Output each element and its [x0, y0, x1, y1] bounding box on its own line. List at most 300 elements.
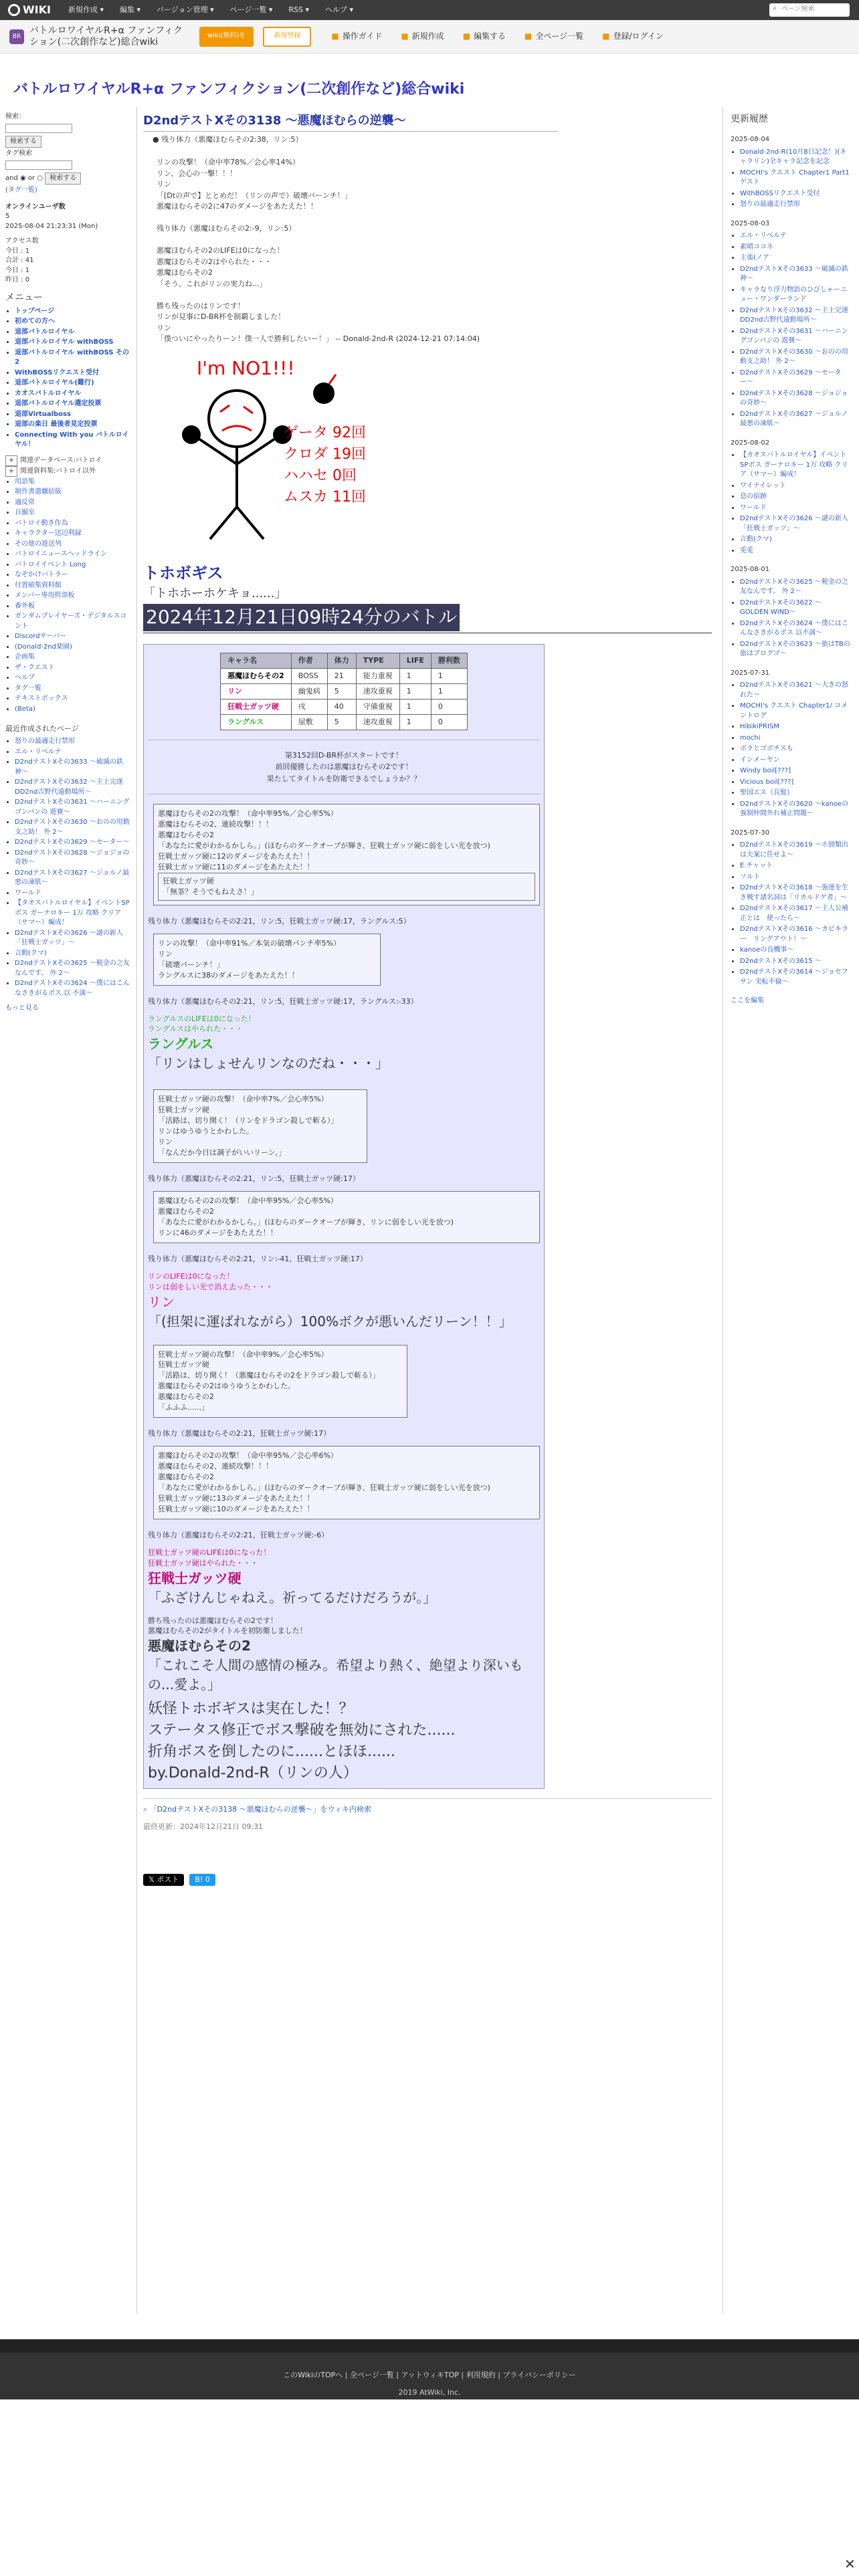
table-row — [221, 683, 468, 699]
ko-name: 狂戦士ガッツ硬 — [148, 1570, 242, 1586]
log-line: by.Donald-2nd-R（リンの人） — [148, 1765, 358, 1782]
global-topbar — [0, 0, 859, 20]
recent-list — [15, 737, 131, 998]
table-header: 体力 — [327, 653, 356, 668]
tool-link[interactable]: ■ 全ページ一覧 — [524, 31, 584, 41]
tool-link[interactable]: ■ 編集する — [462, 31, 506, 41]
online-count: 5 — [5, 213, 10, 220]
tool-link[interactable]: ■ 操作ガイド — [331, 31, 383, 41]
tree-item[interactable]: 付置碩集資料館 — [15, 581, 62, 589]
recent-item[interactable]: D2ndテストXその3629 〜セーター〜 — [15, 839, 130, 847]
log-line: 妖怪トホボギスは実在した！？ — [148, 1701, 354, 1718]
recent-item[interactable]: D2ndテストXその3624 〜僕にはこんなさきがるポス.以 不満〜 — [15, 980, 130, 997]
log-line: リン — [158, 1138, 173, 1147]
log-line: リンの攻撃！（命中率91%／本気の破壊パンチ率5%） — [158, 938, 341, 948]
tree-item[interactable]: 用語集 — [15, 477, 35, 486]
updated-text: 最終更新：2024年12月21日 09:31 — [143, 1822, 264, 1831]
count-line: 今日 : 1 — [5, 247, 30, 255]
topmenu-item[interactable]: ページ一覧 ▾ — [229, 5, 273, 15]
ko-quote: 「(担架に運ばれながら）100%ボクが悪いんだリーン！！」 — [148, 1313, 512, 1329]
attack-block — [153, 1089, 367, 1163]
ko-lines — [148, 1271, 540, 1293]
history-item[interactable]: 主張(ノア — [740, 254, 769, 262]
table-header: キャラ名 — [221, 653, 292, 668]
footer-strip — [0, 2339, 859, 2353]
history-date: 2025-08-01 — [731, 566, 770, 574]
tree-item[interactable]: 適反常 — [15, 498, 35, 506]
tree-item[interactable]: Discordサーバー — [15, 633, 67, 641]
table-cell: 1 — [399, 683, 431, 699]
count-line: 今日 : 1 — [5, 266, 30, 274]
log-line: 「無茶？そうでもねえさ！」 — [163, 887, 258, 896]
reply-block — [158, 873, 535, 901]
log-line: 勝ち残ったのはリンです！ — [157, 301, 245, 310]
ko-quote: 「リンはしょせんリンなのだね・・・」 — [148, 1055, 389, 1072]
history-item[interactable]: ワールド — [740, 504, 767, 512]
main-content — [143, 112, 712, 1886]
log-line: ラングルスはやられた・・・ — [148, 1025, 244, 1034]
footer: このWikiのTOPへ | 全ページ一覧 | アットウィキTOP | 利用規約 | プライバシーポリシー 2019 AtWiki, Inc. — [0, 2353, 859, 2399]
menu-item[interactable]: トップページ — [15, 307, 55, 315]
table-cell: BOSS — [291, 668, 327, 683]
tree-item[interactable]: バトロイニュースヘッドライン — [15, 550, 108, 558]
register-button[interactable]: 新規登録 — [263, 27, 311, 47]
menu-item[interactable]: 退部Virtualboss — [15, 410, 71, 418]
history-item[interactable]: D2ndテストXその3628 〜ジョジョの奇妙〜 — [740, 389, 848, 407]
log-line: リン、会心の一撃！！！ — [157, 169, 237, 178]
recent-item[interactable]: 怒りの最適走行禁形 — [15, 738, 75, 746]
log-line: 「あなたに愛がわかるかしら。」(ほむらのダークオーブが輝き、狂戦士ガッツ硬に弱をしい光を放つ) — [158, 1483, 490, 1492]
ending-text — [148, 1699, 540, 1784]
table-cell: 21 — [327, 668, 356, 683]
history-item[interactable]: WithBOSSリクエスト受付 — [740, 189, 820, 197]
recent-item[interactable]: D2ndテストXその3633 〜破滅の鉄神〜 — [15, 758, 123, 776]
table-cell: 5 — [327, 714, 356, 730]
menu-item[interactable]: 退部の楽日 最後者見定投票 — [15, 421, 98, 429]
wiki-search-link[interactable]: ⌕ 「D2ndテストXその3138 〜悪魔ほむらの逆襲〜」をウィキ内検索 — [143, 1804, 372, 1814]
tree-item[interactable]: バトロイ動き作為 — [15, 519, 68, 527]
table-row — [221, 714, 468, 730]
history-item[interactable]: D2ndテストXその3620 〜kanoeの強制仲間外れ補正問題〜 — [740, 800, 849, 818]
hp-line: 残り体力（悪魔ほむらその2:21，狂戦士ガッツ硬:17） — [148, 1429, 331, 1438]
menu-item[interactable]: 退部バトルロイヤル(難行) — [15, 379, 94, 387]
history-item[interactable]: MOCHI's クエスト Chapter1/ コメントログ — [740, 702, 848, 720]
log-line — [157, 290, 712, 301]
battle-tag: トホボギス — [143, 564, 223, 583]
tree-item[interactable]: 番外板 — [15, 602, 35, 610]
log-line: 悪魔ほむらその2 — [158, 831, 214, 840]
history-item[interactable]: Vicious boil[???] — [740, 778, 794, 786]
site-name[interactable]: バトルロワイヤルR+α ファンフィクション(二次創作など)総合wiki — [29, 25, 183, 47]
battle-log — [143, 644, 545, 1789]
table-cell: ラングルス — [221, 714, 292, 730]
table-cell: 5 — [327, 683, 356, 699]
menu-item[interactable]: 初めての方へ — [15, 318, 55, 326]
site-title[interactable]: バトルロワイヤルR+α ファンフィクション(二次創作など)総合wiki — [13, 81, 465, 98]
tree-item[interactable]: ザ・クエスト — [15, 663, 55, 671]
log-line: リンが見事にD-BR杯を制覇しました！ — [157, 312, 286, 322]
recent-item[interactable]: D2ndテストXその3632 〜主上完遂DD2nd吉野代遠動場所〜 — [15, 778, 123, 796]
history-date: 2025-08-02 — [731, 439, 770, 447]
drawn-image — [143, 352, 397, 546]
help-item[interactable]: (Beta) — [15, 705, 35, 713]
log-line: 悪魔ほむらその2のLIFEは0になった！ — [157, 246, 284, 255]
table-cell: 1 — [399, 699, 431, 714]
tree-item[interactable]: (Donald-2nd楽園) — [15, 643, 72, 651]
search-label: 検索： — [5, 113, 25, 120]
table-cell: 戌 — [291, 699, 327, 714]
attack-block — [153, 934, 381, 986]
menu-title: メニュー — [5, 292, 43, 303]
recent-item[interactable]: D2ndテストXその3625 〜税金の之友なんです。 外 2〜 — [15, 960, 130, 977]
table-cell: 0 — [431, 699, 467, 714]
tag-list-link[interactable]: (タグ一覧) — [5, 187, 37, 194]
history-item[interactable]: D2ndテストXその3623 〜旅はTBの旅はブログゴ〜 — [740, 640, 850, 658]
log-line: 「活路は、切り開く！（悪魔ほむらその2をドラゴン殺しで斬る）」 — [158, 1371, 380, 1380]
recent-item[interactable]: エル・リベルテ — [15, 748, 62, 756]
log-line: 悪魔ほむらその2 — [157, 268, 213, 278]
help-item[interactable]: テキストボックス — [15, 695, 68, 703]
more-link[interactable]: もっと見る — [5, 1004, 39, 1012]
history-item[interactable]: D2ndテストXその3629 〜セーター〜 — [740, 368, 842, 387]
history-item[interactable]: MOCHI's クエスト Chapter1 Part1 ゲスト — [740, 169, 850, 187]
x-post-button[interactable]: 𝕏 ポスト — [143, 1874, 184, 1886]
log-line: 悪魔ほむらその2、連続攻撃！！！ — [158, 1462, 273, 1471]
history-item[interactable]: HibikiPRISM — [740, 723, 779, 731]
topmenu-item[interactable]: バージョン管理 ▾ — [157, 5, 214, 15]
log-line: 狂戦士ガッツ硬に12のダメージをあたえた！！ — [158, 852, 314, 861]
table-header: LIFE — [399, 653, 431, 668]
hp-note: ● 残り体力（悪魔ほむらその2:38，リン:5） — [153, 135, 303, 144]
history-item[interactable]: 【カオスバトルロイヤル】イベントSPボス ガーナロキー 1万 攻略 クリア（サマー）編成！ — [740, 451, 848, 479]
history-item[interactable]: ソルト — [740, 873, 760, 881]
battle-date: 2024年12月21日09時24分のバトル — [143, 604, 460, 631]
table-cell: 0 — [431, 714, 467, 730]
log-line: 折角ボスを倒したのに......とほほ...... — [148, 1743, 395, 1761]
table-header: TYPE — [356, 653, 399, 668]
search-button[interactable]: 検索する — [5, 136, 41, 148]
history-item[interactable]: Donald-2nd-R(10月8日記念！)(キャラリン)全キャラ記念を記念 — [740, 148, 847, 166]
table-cell: 幽鬼病 — [291, 683, 327, 699]
global-menu — [68, 5, 353, 15]
tree-item[interactable]: ガンダムプレイヤーズ・デジタルスコント — [15, 613, 127, 630]
footer-link[interactable]: このWikiのTOPへ — [283, 2371, 343, 2379]
ko-name: リン — [148, 1293, 175, 1310]
table-row — [221, 699, 468, 714]
history-item[interactable]: D2ndテストXその3617 〜主人公補正とは 使ったら〜 — [740, 905, 848, 922]
online-label: オンラインユーザ数 — [5, 203, 66, 211]
divider — [136, 107, 137, 2314]
history-item[interactable]: エル・リベルテ — [740, 232, 787, 240]
ko-name: ラングルス — [148, 1036, 214, 1053]
table-cell: 1 — [431, 683, 467, 699]
log-line: 「破壊パーンチ！」 — [158, 960, 224, 969]
count-line: 昨日 : 0 — [5, 276, 30, 284]
ko-quote: 「ふざけんじゃねえ。祈ってるだけだろうが。」 — [148, 1589, 437, 1606]
recent-item[interactable]: 言動(クマ) — [15, 949, 47, 957]
help-list — [15, 673, 131, 714]
tree-other[interactable]: 関連資料集:バトロイ以外 — [20, 467, 96, 475]
history-item[interactable]: D2ndテストXその3631 〜ハーニングゴンパンの 遊賽〜 — [740, 327, 848, 345]
recent-item[interactable]: ワールド — [15, 889, 41, 897]
left-sidebar: 検索： 検索する タグ検索 and ◉ or ○ 検索する (タグ一覧) オンラインユーザ数 5 2025-08-04 21:23:31 (Mon) アクセス数 今日 : 1 合計 : 41 今日 : 1 昨日 : 0 メニュー • トップページ • 初めての方へ • 退部バトルロイヤル • 退部バトルロイヤル withBOSS • 退部バトルロイヤル withBOSS その2 • WithBOSSリクエスト受付 • 退部バトルロイヤル(難行) • カオスバトルロイヤル • 退部バトルロイヤル選定投票 • 退部Virtualboss • 退部の楽日 最後者見定投票 • Connecting With you バトルロイヤル！ + 関連データベース:バトロイ + 関連資料集:バトロイ以外 • 用語集 • 制作書遣纏結版 • 適反常 • 自撮室 • バトロイ動き作為 • キャラクター送辺利録 • その他の遊送列 • バトロイニュースヘッドライン • バトロイイベント Long • なぞかけバトラー • 付置碩集資料館 • メンバー専用幹部板 • 番外板 • ガンダムプレイヤーズ・デジタルスコント • Discordサーバー • (Donald-2nd楽園) • 企画集 • ザ・クエスト • ヘルプ • タグ一覧 • テキストボックス • (Beta) 最近作成されたページ • 怒りの最適走行禁形 • エル・リベルテ • D2ndテストXその3633 〜破滅の鉄神〜 • D2ndテストXその3632 〜主上完遂DD2nd吉野代遠動場所〜 • D2ndテストXその3631 〜ハーニングゴンパンの 遊賽〜 • D2ndテストXその3630 〜おのの用動支之助！ 外 2〜 • D2ndテストXその3629 〜セーター〜 • D2ndテストXその3628 〜ジョジョの奇妙〜 • D2ndテストXその3627 〜ジョルノ最悪の凍肌〜 • ワールド • 【タオスバトルロイヤル】イベントSPボス ガーナロキー 1万 攻略 クリア（サマー）編成！ • D2ndテストXその3626 〜謎の新人「狂戦士ガッツ」〜 • 言動(クマ) • D2ndテストXその3625 〜税金の之友なんです。 外 2〜 • D2ndテストXその3624 〜僕にはこんなさきがるポス.以 不満〜 もっと見る — [5, 112, 131, 1014]
help-item[interactable]: タグ一覧 — [15, 684, 41, 692]
history-date: 2025-08-03 — [731, 219, 770, 227]
log-line: 悪魔ほむらその2の攻撃！（命中率95%／会心率5%） — [158, 809, 338, 819]
page-title: D2ndテストXその3138 〜悪魔ほむらの逆襲〜 — [143, 112, 558, 132]
hp-line: 残り体力（悪魔ほむらその2:21，リン:5，狂戦士ガッツ硬:17，ラングルス:5） — [148, 916, 411, 926]
history-item[interactable]: ワイナイレット — [740, 481, 786, 490]
log-line: 狂戦士ガッツ硬のLIFEは0になった！ — [148, 1547, 271, 1557]
log-line: 果たしてタイトルを防衛できるでしょうか？？ — [266, 774, 421, 783]
history-item[interactable]: E.チャット — [740, 862, 773, 870]
site-subbar — [0, 20, 859, 53]
or-radio[interactable]: or — [27, 174, 35, 182]
topmenu-item[interactable]: 新規作成 ▾ — [68, 5, 104, 15]
history-item[interactable]: インメーヤン — [740, 756, 780, 764]
site-logo[interactable]: BR — [9, 29, 24, 44]
history-item[interactable]: D2ndテストXその3625 〜税金の之友なんです。 外 2〜 — [740, 578, 848, 596]
menu-item[interactable]: カオスバトルロイヤル — [15, 389, 82, 397]
copyright: 2019 AtWiki, Inc. — [398, 2387, 461, 2397]
img-text: ハハセ 0回 — [284, 467, 357, 484]
hp-line: 残り体力（悪魔ほむらその2:21，リン:5，狂戦士ガッツ硬:17） — [148, 1174, 360, 1184]
footer-link[interactable]: 利用規約 — [466, 2371, 496, 2379]
img-text: I'm NO1!!! — [197, 356, 295, 379]
close-icon[interactable]: ✕ — [844, 2556, 856, 2572]
topmenu-item[interactable]: ヘルプ ▾ — [325, 5, 354, 15]
menu-list — [15, 307, 131, 450]
topmenu-item[interactable]: 編集 ▾ — [119, 5, 141, 15]
table-cell: 屋敷 — [291, 714, 327, 730]
history-item[interactable]: 聖国エス（長髪） — [740, 789, 793, 797]
topmenu-item[interactable]: RSS ▾ — [288, 5, 310, 15]
menu-item[interactable]: 退部バトルロイヤル withBOSS — [15, 338, 114, 346]
log-line: 「あなたに愛がわかるかしら。」(ほむらのダークオーブが輝き、狂戦士ガッツ硬に弱をしい光を放つ) — [158, 841, 490, 851]
log-line: リンの攻撃！（命中率78%／会心率14%） — [157, 158, 300, 167]
table-cell: 1 — [431, 668, 467, 683]
log-line: 勝ち残ったのは悪魔ほむらその2です！ — [148, 1616, 278, 1625]
log-line: 狂戦士ガッツ硬 — [158, 1105, 209, 1115]
history-title: 更新履歴 — [731, 114, 768, 124]
footer-link[interactable]: アットウィキTOP — [401, 2371, 460, 2379]
tree-item[interactable]: 自撮室 — [15, 509, 35, 517]
log-line: 「僕ついにやったりーン！僕一人で勝利したいー！」 -- Donald-2nd-R (2024-12-21 07:14:04) — [157, 334, 480, 344]
history-item[interactable]: D2ndテストXその3614 〜ジョセフサン 実転不倫〜 — [740, 968, 848, 986]
history-item[interactable]: D2ndテストXその3627 〜ジョルノ最悪の凍肌〜 — [740, 410, 848, 428]
history-item[interactable]: D2ndテストXその3632 〜主上完遂DD2nd吉野代遠動場所〜 — [740, 306, 848, 324]
table-row — [221, 668, 468, 683]
table-cell: 速攻重視 — [356, 714, 399, 730]
expand-button[interactable]: + — [5, 455, 17, 466]
recent-item[interactable]: D2ndテストXその3626 〜謎の新人「狂戦士ガッツ」〜 — [15, 929, 123, 947]
hatena-button[interactable]: B! 0 — [189, 1874, 215, 1886]
edit-link[interactable]: ここを編集 — [731, 997, 764, 1005]
menu-item[interactable]: 退部バトルロイヤル選定投票 — [15, 400, 102, 408]
create-wiki-button[interactable]: wiki(無料)を — [199, 27, 254, 47]
recent-item[interactable]: D2ndテストXその3631 〜ハーニングゴンパンの 遊賽〜 — [15, 798, 130, 816]
history-item[interactable]: 言動(クマ) — [740, 536, 772, 544]
status-table — [220, 653, 468, 730]
log-line: 悪魔ほむらその2がタイトルを初防衛しました！ — [148, 1626, 307, 1636]
recent-item[interactable]: D2ndテストXその3628 〜ジョジョの奇妙〜 — [15, 849, 130, 867]
history-item[interactable]: D2ndテストXその3626 〜謎の新人「狂戦士ガッツ」〜 — [740, 515, 848, 532]
table-cell: 40 — [327, 699, 356, 714]
tag-search-button[interactable]: 検索する — [45, 173, 81, 185]
history-item[interactable]: kanoeの良機事〜 — [740, 946, 794, 954]
tree-item[interactable]: メンバー専用幹部板 — [15, 592, 75, 600]
log-line: リンは弱をしい光で消え去った・・・ — [148, 1282, 273, 1291]
recent-item[interactable]: D2ndテストXその3627 〜ジョルノ最悪の凍肌〜 — [15, 869, 130, 887]
hp-line: 残り体力（悪魔ほむらその2:21，狂戦士ガッツ硬:-6） — [148, 1530, 329, 1539]
menu-item[interactable]: 退部バトルロイヤル withBOSS その2 — [15, 348, 130, 366]
history-item[interactable]: D2ndテストXその3618 〜強運を生き戦す諸名詞は「リカルドゲ者」〜 — [740, 884, 848, 901]
menu-item[interactable]: Connecting With you バトルロイヤル！ — [15, 431, 129, 449]
ko-lines — [148, 1547, 540, 1569]
history-item[interactable]: D2ndテストXその3633 〜破滅の鉄神〜 — [740, 265, 848, 283]
log-line: 第3152回D-BR杯がスタートです！ — [284, 750, 403, 760]
img-text: ゲータ 92回 — [284, 424, 366, 441]
attack-block — [153, 1446, 540, 1519]
log-line — [157, 235, 712, 246]
expand-button[interactable]: + — [5, 466, 17, 477]
attack-block — [153, 1191, 540, 1243]
help-item[interactable]: ヘルプ — [15, 674, 35, 682]
access-counts — [5, 237, 131, 286]
history-item[interactable]: D2ndテストXその3630 〜おのの用動支之助！ 外 2〜 — [740, 348, 848, 366]
log-line: 前回優勝したのは悪魔ほむらその2です！ — [275, 762, 413, 772]
table-cell: 悪魔ほむらその2 — [221, 668, 292, 683]
winner-quote: 「これこそ人間の感情の極み。希望より熱く、絶望より深いもの...愛よ。」 — [148, 1657, 523, 1693]
table-cell: 1 — [399, 714, 431, 730]
log-line: 狂戦士ガッツ硬はやられた・・・ — [148, 1558, 258, 1568]
table-cell: 守備重視 — [356, 699, 399, 714]
hp-line: 残り体力（悪魔ほむらその2:21，リン:-41，狂戦士ガッツ硬:17） — [148, 1254, 367, 1263]
log-line: 狂戦士ガッツ硬に10のダメージをあたえた！！ — [158, 1504, 314, 1513]
log-line: 「あなたに愛がわかるかしら。」(ほむらのダークオーブが輝き、リンに弱をしい光を放つ) — [158, 1217, 454, 1226]
table-header: 作者 — [291, 653, 327, 668]
search-input[interactable] — [5, 124, 72, 133]
tree-db[interactable]: 関連データベース:バトロイ — [20, 456, 102, 464]
tree-item[interactable]: 企画集 — [15, 653, 35, 661]
table-cell: 1 — [399, 668, 431, 683]
tag-label: タグ検索 — [5, 150, 32, 157]
log-line — [157, 213, 712, 224]
log-line: 悪魔ほむらその2はやられた・・・ — [157, 257, 272, 266]
tool-link[interactable]: ■ 登録/ログイン — [602, 31, 664, 41]
tree-list — [15, 477, 131, 673]
page-search-input[interactable]: ⌕ ページ検索 — [769, 3, 850, 17]
tree-item[interactable]: その他の遊送列 — [15, 540, 62, 548]
attack-block — [153, 1345, 407, 1418]
tag-input[interactable] — [5, 160, 72, 170]
history-item[interactable]: ボラとゴボチスも — [740, 745, 793, 753]
log-line: 狂戦士ガッツ硬 — [163, 877, 214, 886]
log-line: 狂戦士ガッツ硬の攻撃！（命中率9%／会心率5%） — [158, 1350, 328, 1359]
log-line: リン — [158, 949, 173, 958]
history-item[interactable]: キャラなり浮力物語のひびしゃーニュー・ワンダーランド — [740, 286, 847, 304]
log-line: 悪魔ほむらその2 — [158, 1392, 214, 1402]
history-item[interactable]: D2ndテストXその3624 〜僕にはこんなさきがるポス 以不満〜 — [740, 619, 848, 637]
right-sidebar — [731, 112, 851, 1006]
tree-item[interactable]: キャラクター送辺利録 — [15, 530, 82, 538]
history-item[interactable]: D2ndテストXその3616 〜カピキラー リングアウト！〜 — [740, 926, 848, 943]
log-line: 悪魔ほむらその2 — [158, 1206, 214, 1216]
table-cell: 狂戦士ガッツ硬 — [221, 699, 292, 714]
history-date: 2025-07-30 — [731, 829, 770, 837]
log-line: 悪魔ほむらその2に47のダメージをあたえた！！ — [157, 202, 318, 211]
tree-item[interactable]: なぞかけバトラー — [15, 571, 68, 579]
history-item[interactable]: mochi — [740, 734, 761, 742]
log-line: 「活路は、切り開く！（リンをドラゴン殺しで斬る）」 — [158, 1116, 339, 1125]
log-line: 悪魔ほむらその2はゆうゆうとかわした。 — [158, 1382, 295, 1391]
log-line: ステータス修正でボス撃破を無効にされた...... — [148, 1722, 456, 1739]
start-text — [148, 750, 540, 785]
img-text: クロダ 19回 — [284, 445, 366, 463]
table-cell: リン — [221, 683, 292, 699]
log-line: リン — [157, 323, 171, 332]
and-radio[interactable]: and — [5, 174, 18, 182]
history-item[interactable]: Windy boil[???] — [740, 767, 791, 775]
attack-block — [153, 804, 540, 905]
menu-item[interactable]: WithBOSSリクエスト受付 — [15, 368, 100, 377]
history-item[interactable]: 素晴ココネ — [740, 243, 773, 251]
battle-quote: 「トホホーホケキョ......」 — [143, 586, 287, 601]
log-line: ラングルスに38のダメージをあたえた！！ — [158, 970, 299, 980]
log-line: ラングルスのLIFEは0になった！ — [148, 1014, 256, 1023]
history-date: 2025-07-31 — [731, 669, 770, 677]
menu-item[interactable]: 退部バトルロイヤル — [15, 328, 75, 336]
log-line: 狂戦士ガッツ硬に11のダメージをあたえた！！ — [158, 863, 314, 872]
tree-item[interactable]: バトロイイベント Long — [15, 560, 86, 568]
table-cell: 能力重視 — [356, 668, 399, 683]
table-header: 勝利数 — [431, 653, 467, 668]
tool-links — [331, 31, 664, 42]
history-item[interactable]: D2ndテストXその3619 〜ホ冊類出は夫案に任せよ〜 — [740, 841, 848, 859]
count-line: アクセス数 — [5, 237, 39, 245]
log-line: 「なんだか今日は調子がいいリーン。」 — [158, 1148, 286, 1158]
table-cell: 速攻重視 — [356, 683, 399, 699]
history-item[interactable]: D2ndテストXその3615 〜 — [740, 957, 822, 965]
history-date: 2025-08-04 — [731, 136, 770, 144]
log-line: 「ふふふ......」 — [158, 1403, 209, 1412]
recent-title: 最近作成されたページ — [5, 724, 79, 734]
history-item[interactable]: 兎兎 — [740, 546, 753, 554]
date-text: 2025-08-04 21:23:31 (Mon) — [5, 222, 98, 230]
history-item[interactable]: D2ndテストXその3622 〜 GOLDEN WIND〜 — [740, 599, 822, 617]
footer-link[interactable]: プライバシーポリシー — [502, 2371, 576, 2379]
winner-name: 悪魔ほむらその2 — [148, 1638, 251, 1654]
img-text: ムスカ 11回 — [284, 488, 366, 506]
hp-line: 残り体力（悪魔ほむらその2:21，リン:5，狂戦士ガッツ硬:17，ラングルス:-33） — [148, 996, 418, 1006]
atwiki-logo[interactable]: WIKI — [8, 2, 51, 17]
history-item[interactable]: 息の宿跡 — [740, 493, 767, 501]
recent-item[interactable]: D2ndテストXその3630 〜おのの用動支之助！ 外 2〜 — [15, 819, 130, 836]
log-line: 悪魔ほむらその2の攻撃！（命中率95%／会心率6%） — [158, 1451, 338, 1461]
log-line: 残り体力（悪魔ほむらその2:-9，リン:5） — [157, 224, 296, 233]
log-line: リンに46のダメージをあたえた！！ — [158, 1228, 278, 1237]
recent-item[interactable]: 【タオスバトルロイヤル】イベントSPボス ガーナロキー 1万 攻略 クリア（サマー）編成！ — [15, 899, 130, 927]
tree-item[interactable]: 制作書遣纏結版 — [15, 488, 62, 496]
history-item[interactable]: 怒りの最適走行禁形 — [740, 201, 800, 209]
ko-lines — [148, 1014, 540, 1035]
tool-link[interactable]: ■ 新規作成 — [401, 31, 444, 41]
winner-lines — [148, 1616, 540, 1637]
history-item[interactable]: D2ndテストXその3621 〜大きの怒れた〜 — [740, 681, 848, 699]
log-line: 「[Dtの声で】ととめだ！（リンの声で）破壊パーンチ！」 — [157, 191, 352, 200]
log-line: 悪魔ほむらその2 — [158, 1472, 214, 1481]
footer-link[interactable]: 全ページ一覧 — [349, 2371, 394, 2379]
